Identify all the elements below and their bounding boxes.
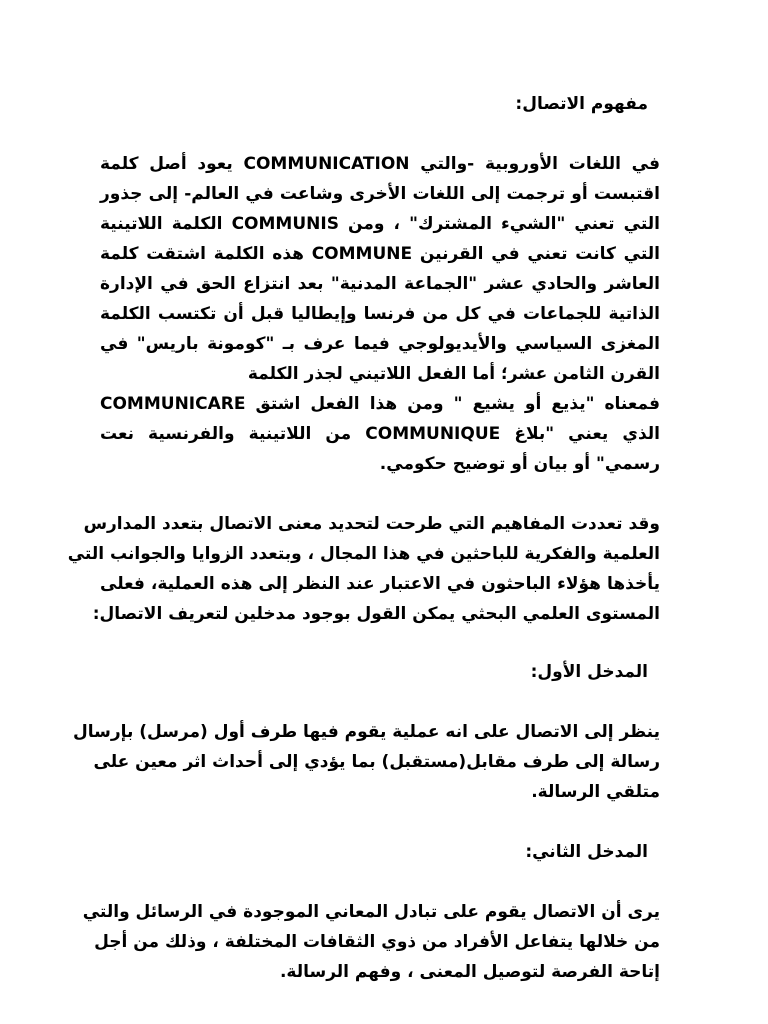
paragraph-line: المغزى السياسي والأيديولوجي فيما عرف بـ "كومونة باريس" في bbox=[100, 334, 660, 354]
paragraph-line: المستوى العلمي البحثي يمكن القول بوجود مدخلين لتعريف الاتصال: bbox=[92, 604, 660, 624]
paragraph-line: ينظر إلى الاتصال على انه عملية يقوم فيها طرف أول (مرسل) بإرسال bbox=[72, 722, 660, 742]
paragraph-line: وقد تعددت المفاهيم التي طرحت لتحديد معنى الاتصال بتعدد المدارس bbox=[83, 514, 660, 534]
paragraph-line: الذي يعني "بلاغ COMMUNIQUE من اللاتينية والفرنسية نعت bbox=[100, 424, 660, 444]
paragraph-line: التي كانت تعني في القرنين COMMUNE هذه الكلمة اشتقت كلمة bbox=[100, 244, 660, 264]
paragraph-line: العلمية والفكرية للباحثين في هذا المجال ، وبتعدد الزوايا والجوانب التي bbox=[67, 544, 660, 564]
section-heading-first-approach: المدخل الأول: bbox=[530, 662, 648, 682]
paragraph-line: رسالة إلى طرف مقابل(مستقبل) بما يؤدي إلى أحداث اثر معين على bbox=[93, 752, 660, 772]
paragraph-line: يرى أن الاتصال يقوم على تبادل المعاني الموجودة في الرسائل والتي bbox=[82, 902, 660, 922]
paragraph-line: التي تعني "الشيء المشترك" ، ومن COMMUNIS الكلمة اللاتينية bbox=[100, 214, 660, 234]
document-title: مفهوم الاتصال: bbox=[515, 94, 648, 114]
paragraph-line: إتاحة الفرصة لتوصيل المعنى ، وفهم الرسالة. bbox=[279, 962, 660, 982]
paragraph-line: فمعناه "يذيع أو يشيع " ومن هذا الفعل اشتق COMMUNICARE bbox=[100, 394, 660, 414]
paragraph-line: من خلالها يتفاعل الأفراد من ذوي الثقافات المختلفة ، وذلك من أجل bbox=[94, 932, 660, 952]
paragraph-line: القرن الثامن عشر؛ أما الفعل اللاتيني لجذر الكلمة bbox=[247, 364, 660, 384]
paragraph-line: العاشر والحادي عشر "الجماعة المدنية" بعد انتزاع الحق في الإدارة bbox=[100, 274, 660, 294]
paragraph-line: يأخذها هؤلاء الباحثون في الاعتبار عند النظر إلى هذه العملية، فعلى bbox=[100, 574, 660, 594]
section-heading-second-approach: المدخل الثاني: bbox=[525, 842, 648, 862]
paragraph-line: متلقي الرسالة. bbox=[531, 782, 660, 802]
paragraph-line: في اللغات الأوروبية -والتي COMMUNICATION يعود أصل كلمة bbox=[100, 154, 660, 174]
paragraph-line: الذاتية للجماعات في كل من فرنسا وإيطاليا قبل أن تكتسب الكلمة bbox=[100, 304, 660, 324]
paragraph-line: اقتبست أو ترجمت إلى اللغات الأخرى وشاعت في العالم- إلى جذور bbox=[100, 184, 660, 204]
paragraph-line: رسمي" أو بيان أو توضيح حكومي. bbox=[379, 454, 660, 474]
